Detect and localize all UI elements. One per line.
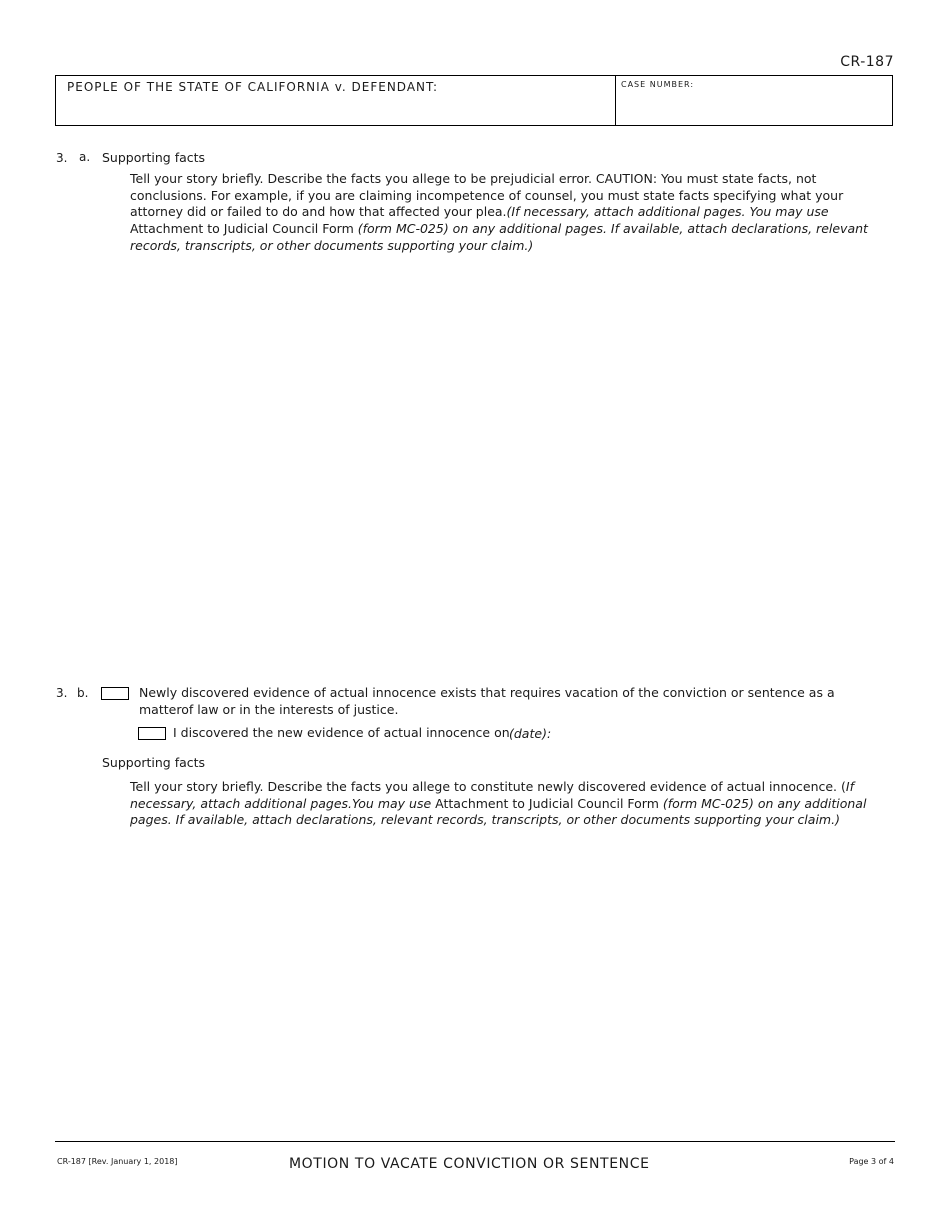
form-id: CR-187 bbox=[840, 54, 894, 70]
footer-title: MOTION TO VACATE CONVICTION OR SENTENCE bbox=[289, 1156, 650, 1172]
caption-divider bbox=[615, 76, 616, 125]
footer-rule bbox=[55, 1141, 895, 1142]
item-3a-letter: a. bbox=[79, 150, 91, 164]
caption-title: PEOPLE OF THE STATE OF CALIFORNIA v. DEFENDANT: bbox=[67, 80, 439, 94]
item-3b-evidence-text: Newly discovered evidence of actual innocence exists that requires vacation of the conviction or sentence as a matterof law or in the interests of justice. bbox=[139, 685, 835, 717]
item-3a-instructions-italic-2: (form MC-025) on any additional pages. If available, attach declarations, relevant records, transcripts, or other documents supporting your claim.) bbox=[130, 221, 868, 253]
item-3a-number: 3. bbox=[56, 151, 68, 165]
item-3a-instructions bbox=[130, 171, 870, 255]
footer-revision: CR-187 [Rev. January 1, 2018] bbox=[57, 1157, 178, 1166]
item-3b-instructions bbox=[130, 779, 870, 829]
item-3b-discovered-text: I discovered the new evidence of actual innocence on bbox=[173, 725, 510, 740]
item-3a-heading: Supporting facts bbox=[102, 150, 206, 165]
item-3a-instructions-italic-1: (If necessary, attach additional pages. You may use bbox=[506, 204, 829, 220]
item-3b-instructions-form-name: Attachment to Judicial Council Form bbox=[435, 795, 659, 811]
item-3b-instructions-plain: Tell your story briefly. Describe the facts you allege to constitute newly discovered evidence of actual innocence. ( bbox=[130, 779, 846, 794]
case-number-label: CASE NUMBER: bbox=[621, 80, 695, 89]
item-3b-letter: b. bbox=[77, 686, 89, 700]
item-3b-instructions-italic-1: If necessary, attach additional pages.You may use bbox=[130, 779, 854, 811]
discovered-date-checkbox[interactable] bbox=[138, 727, 166, 740]
evidence-checkbox[interactable] bbox=[101, 687, 129, 700]
item-3a-instructions-plain: Tell your story briefly. Describe the facts you allege to be prejudicial error. CAUTION: You must state facts, not conclusions. For example, if you are claiming incompetence of counsel, you must state facts specifying what your attorney did or failed to do and how that affected your plea. bbox=[130, 171, 844, 220]
item-3b-number: 3. bbox=[56, 686, 68, 700]
item-3b-date-label: (date): bbox=[509, 726, 552, 741]
item-3b-heading: Supporting facts bbox=[102, 755, 206, 770]
item-3a-instructions-form-name: Attachment to Judicial Council Form bbox=[130, 221, 354, 237]
case-caption-box bbox=[55, 75, 893, 126]
item-3b-instructions-italic-2: (form MC-025) on any additional pages. If available, attach declarations, relevant records, transcripts, or other documents supporting your claim.) bbox=[130, 795, 867, 828]
footer-page: Page 3 of 4 bbox=[849, 1157, 894, 1166]
